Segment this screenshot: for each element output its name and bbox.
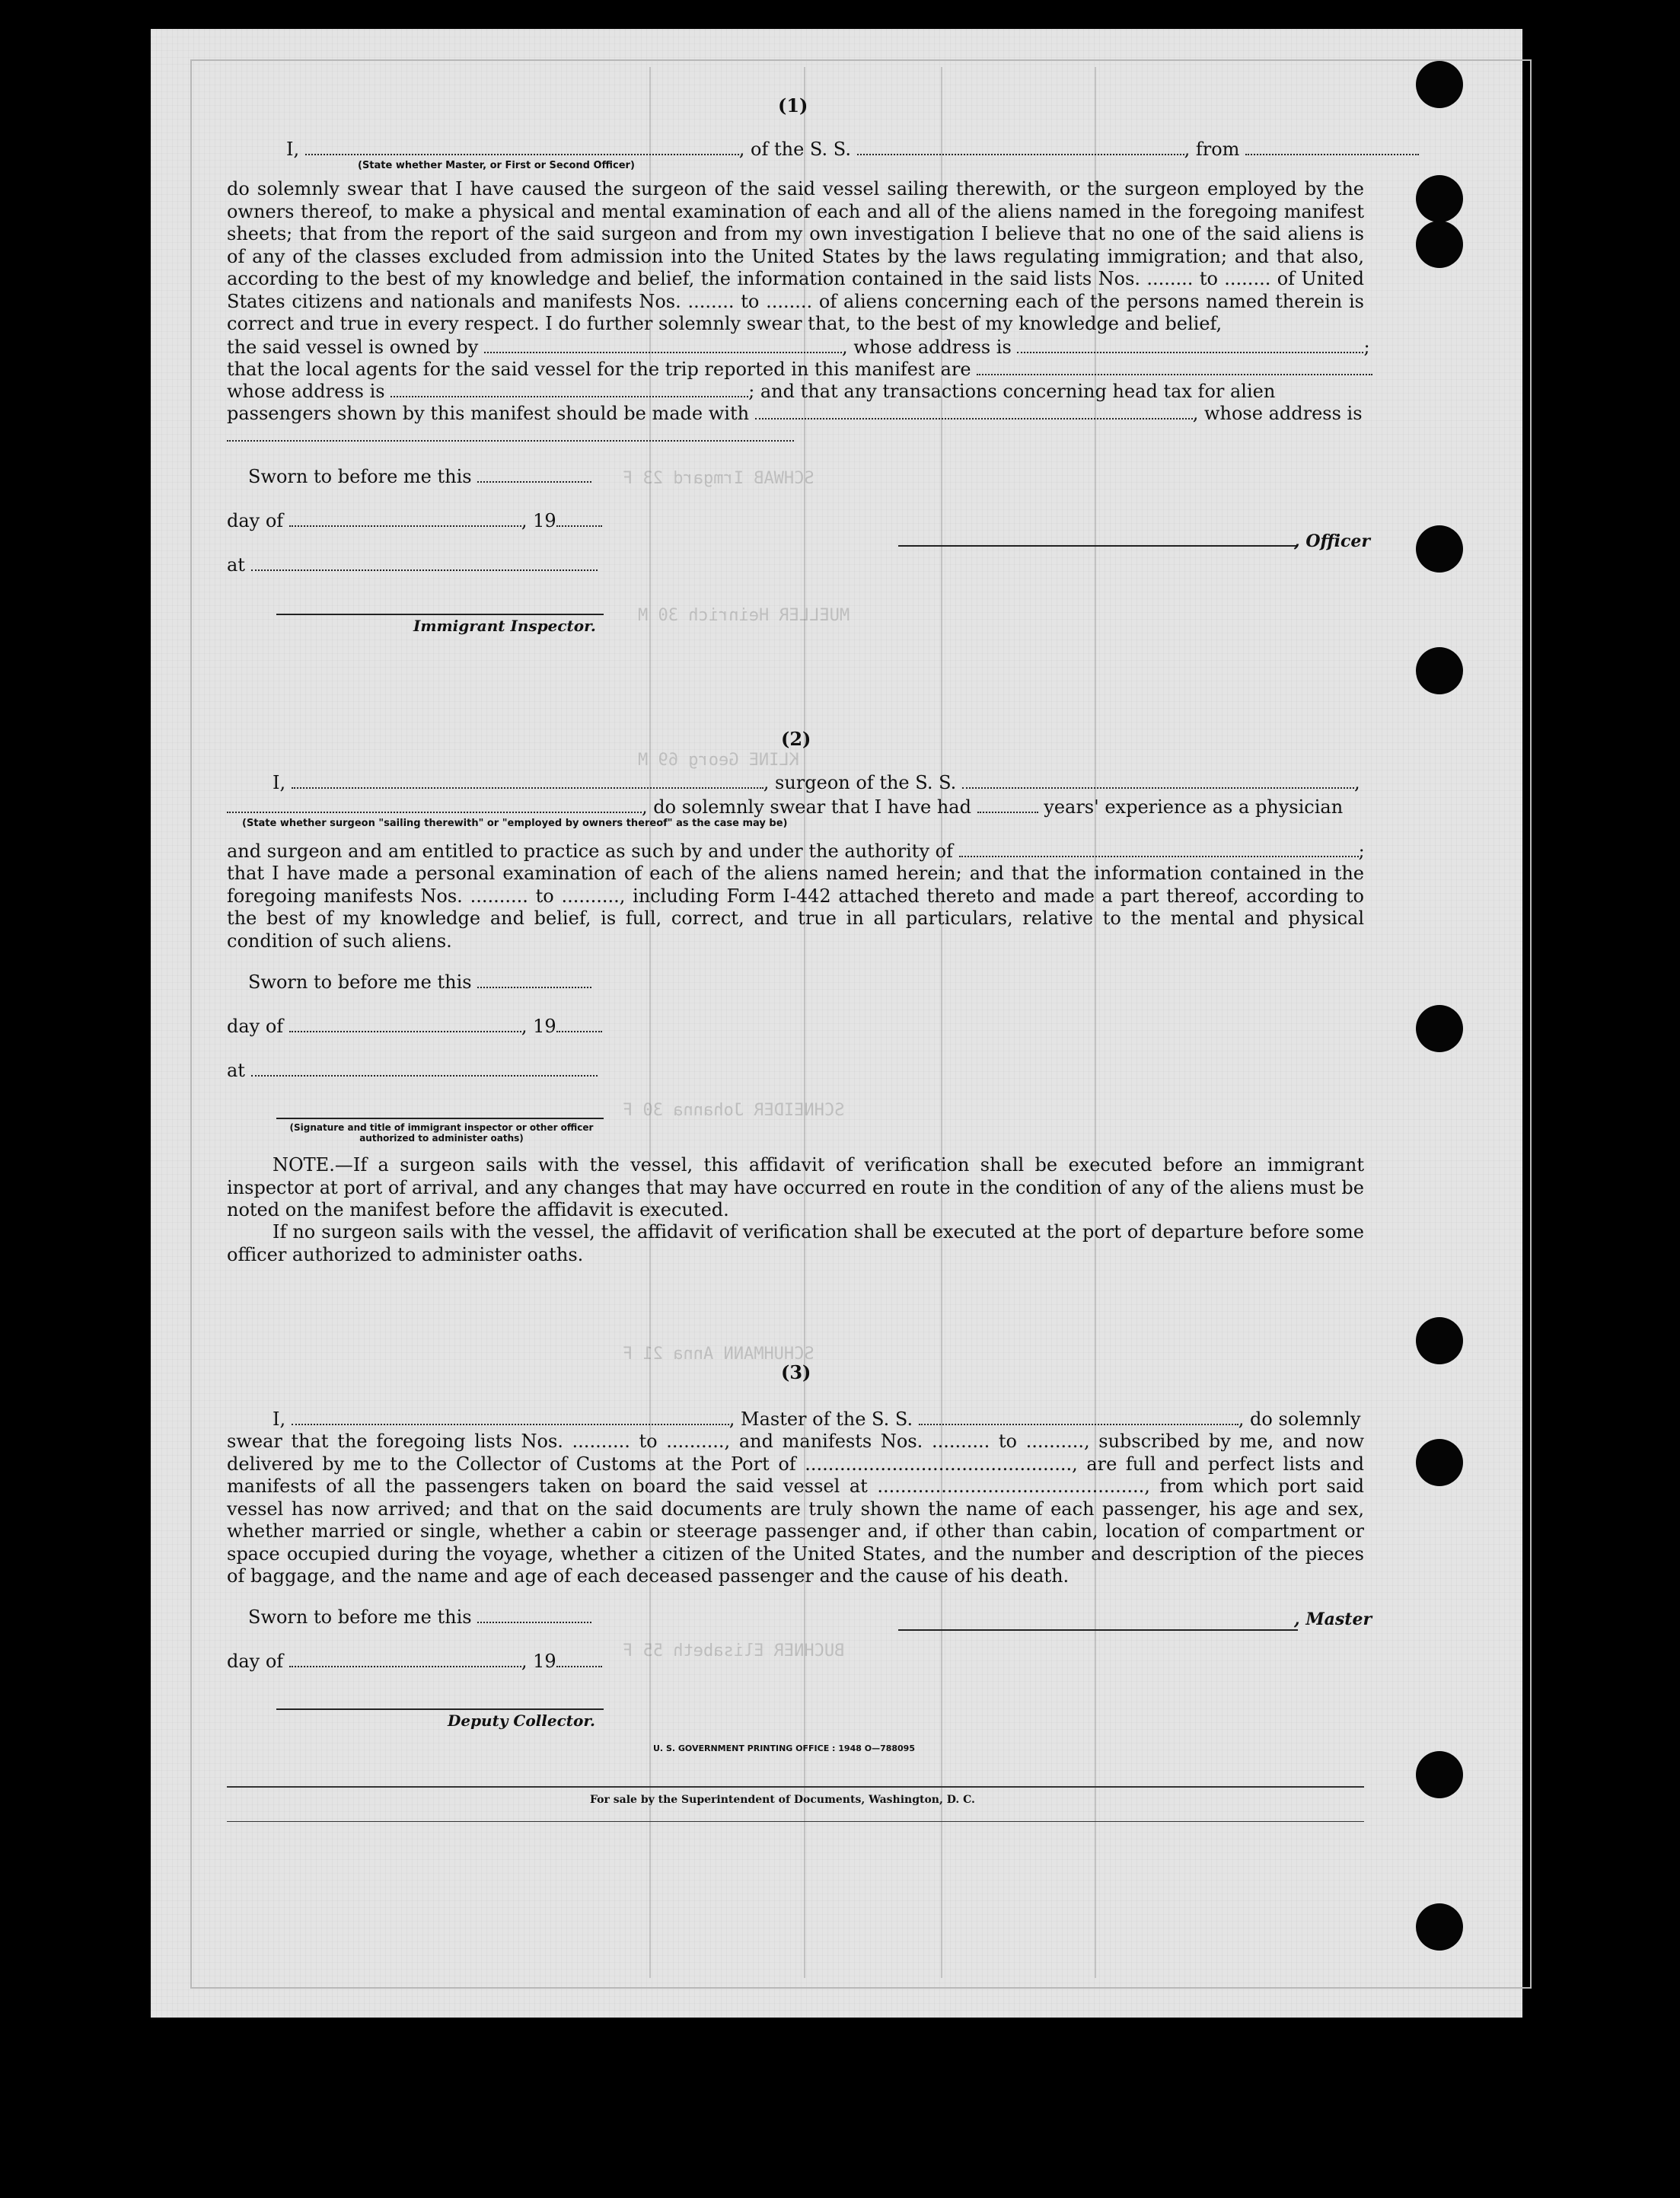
surgeon-caption: (State whether surgeon "sailing therewith" or "employed by owners thereof" as the case may be) xyxy=(242,818,788,829)
inspector-caption: Immigrant Inspector. xyxy=(413,617,596,635)
authority-field[interactable] xyxy=(959,842,1359,857)
year-label-2: , 19 xyxy=(521,1016,556,1037)
section-3-number: (3) xyxy=(781,1361,811,1383)
day-line-3 xyxy=(227,1651,602,1672)
inspector-signature-line[interactable] xyxy=(276,614,604,615)
officer-signature-line[interactable] xyxy=(898,545,1298,547)
punch-hole xyxy=(1416,525,1463,573)
owned-by-line: the said vessel is owned by , whose address is ; xyxy=(227,337,1370,358)
day-line-2 xyxy=(227,1016,602,1037)
surgeon-name-field[interactable] xyxy=(292,774,763,789)
from-port-field[interactable] xyxy=(1245,140,1419,155)
no-surgeon-note: If no surgeon sails with the vessel, the affidavit of verification shall be executed at the port of departure before some officer authorized to administer oaths. xyxy=(227,1221,1364,1265)
bleedthrough-text: BUCHNER Elisabeth 55 F xyxy=(623,1641,845,1660)
from-label: , from xyxy=(1184,139,1240,160)
surgeon-note: NOTE.—If a surgeon sails with the vessel, this affidavit of verification shall be executed before an immigrant inspector at port of arrival, and any changes that may have occurred en route in the condition of any of the aliens must be noted on the manifest before the affidavit is executed. xyxy=(227,1154,1364,1220)
punch-hole xyxy=(1416,1751,1463,1798)
master-line xyxy=(273,1408,1361,1430)
agent-address-line xyxy=(227,381,1275,402)
for-sale-note: For sale by the Superintendent of Documents, Washington, D. C. xyxy=(590,1794,975,1806)
year-field-2[interactable] xyxy=(556,1017,602,1032)
authority-line: and surgeon and am entitled to practice as such by and under the authority of ; xyxy=(227,841,1365,862)
day-of-label-3: day of xyxy=(227,1651,284,1672)
month-field-2[interactable] xyxy=(289,1017,521,1032)
local-agents-line xyxy=(227,359,1372,380)
bleedthrough-text: SCHUHMANN Anna 21 F xyxy=(623,1345,814,1364)
sworn-date-field-3[interactable] xyxy=(477,1608,591,1623)
surgeon-ship-field[interactable] xyxy=(962,774,1354,789)
place-field-2[interactable] xyxy=(251,1061,598,1077)
bleedthrough-text: MUELLER Heinrich 30 M xyxy=(638,606,850,625)
section-3-body: swear that the foregoing lists Nos. .......... to .........., and manifests Nos. .......... to .........., subscribed by me, and now delivered by me to the Collector of Customs at the Port of .............................................., are full and perfect lists and manifests of all the passengers taken on board the said vessel at .............................................., from which port said vessel has now arrived; and that on the said documents are truly shown the name of each passenger, his age and sex, whether married or single, whether a cabin or steerage passenger and, if other than cabin, location of compartment or space occupied during the voyage, whether a citizen of the United States, and the number and description of the pieces of baggage, and the name and age of each deceased passenger and the cause of his death. xyxy=(227,1431,1364,1587)
year-label: , 19 xyxy=(521,510,556,531)
master-signature-line[interactable] xyxy=(898,1629,1298,1631)
sworn-line-3 xyxy=(248,1606,591,1628)
agent-address-field[interactable] xyxy=(391,382,748,397)
at-label: at xyxy=(227,554,245,576)
punch-hole xyxy=(1416,61,1463,108)
sworn-label: Sworn to before me this xyxy=(248,466,472,487)
authority-label: and surgeon and am entitled to practice as such by and under the authority of xyxy=(227,841,953,862)
punch-hole xyxy=(1416,647,1463,694)
passengers-shown-label: passengers shown by this manifest should be made with xyxy=(227,403,750,424)
master-name-field[interactable] xyxy=(292,1410,729,1425)
year-field-3[interactable] xyxy=(556,1652,602,1667)
bleedthrough-text: SCHWAB Irmgard 23 F xyxy=(623,469,814,488)
surgeon-experience-line xyxy=(227,796,1343,818)
agent-address-label: whose address is xyxy=(227,381,385,402)
at-line-1 xyxy=(227,554,598,576)
day-line-1 xyxy=(227,510,602,531)
collector-signature-line[interactable] xyxy=(276,1708,604,1710)
owner-address-field[interactable] xyxy=(1017,338,1363,353)
oath-officer-caption: (Signature and title of immigrant inspector or other officer authorized to administer oaths) xyxy=(289,1122,594,1144)
owner-field[interactable] xyxy=(484,338,842,353)
sworn-date-field-2[interactable] xyxy=(477,973,591,988)
years-label: years' experience as a physician xyxy=(1044,796,1344,818)
i-label-2: I, xyxy=(273,772,286,793)
year-field[interactable] xyxy=(556,512,602,527)
year-label-3: , 19 xyxy=(521,1651,556,1672)
punch-hole xyxy=(1416,175,1463,222)
head-tax-label: ; and that any transactions concerning head tax for alien xyxy=(748,381,1276,402)
sworn-date-field[interactable] xyxy=(477,467,591,483)
owner-address-label: , whose address is xyxy=(841,337,1012,358)
month-field[interactable] xyxy=(289,512,521,527)
punch-hole xyxy=(1416,1439,1463,1486)
do-solemnly-label: , do solemnly swear that I have had xyxy=(642,796,971,818)
oath-officer-signature-line[interactable] xyxy=(276,1118,604,1119)
head-tax-address-line xyxy=(227,425,794,446)
bottom-rule xyxy=(227,1821,1364,1822)
master-ship-field[interactable] xyxy=(919,1410,1238,1425)
month-field-3[interactable] xyxy=(289,1652,521,1667)
sworn-label-2: Sworn to before me this xyxy=(248,971,472,993)
sworn-line-2 xyxy=(248,971,591,993)
surgeon-line: I, , surgeon of the S. S. , xyxy=(273,772,1360,793)
gpo-imprint: U. S. GOVERNMENT PRINTING OFFICE : 1948 O—788095 xyxy=(653,1743,915,1753)
master-of-label: , Master of the S. S. xyxy=(728,1408,913,1430)
officer-caption: (State whether Master, or First or Second Officer) xyxy=(358,160,635,171)
at-line-2 xyxy=(227,1060,598,1081)
collector-caption: Deputy Collector. xyxy=(448,1712,596,1730)
owned-by-label: the said vessel is owned by xyxy=(227,337,479,358)
at-label-2: at xyxy=(227,1060,245,1081)
day-of-label: day of xyxy=(227,510,284,531)
section-2-body: that I have made a personal examination of each of the aliens named herein; and that the information contained in the foregoing manifests Nos. .......... to .........., including Form I-442 attached thereto and made a part thereof, according to the best of my knowledge and belief, is full, correct, and true in all particulars, relative to the mental and physical condition of such aliens. xyxy=(227,863,1364,952)
bleedthrough-text: KLINE Georg 69 M xyxy=(638,751,799,770)
surgeon-status-field[interactable] xyxy=(227,798,642,813)
surgeon-of-label: , surgeon of the S. S. xyxy=(763,772,957,793)
i-label-3: I, xyxy=(273,1408,286,1430)
master-caption: , Master xyxy=(1294,1609,1372,1629)
place-field[interactable] xyxy=(251,556,598,571)
bleedthrough-text: SCHNEIDER Johanna 30 F xyxy=(623,1101,845,1120)
punch-hole xyxy=(1416,1903,1463,1951)
section-2-number: (2) xyxy=(781,728,811,750)
do-solemnly-label-3: , do solemnly xyxy=(1238,1408,1361,1430)
section-1-number: (1) xyxy=(778,94,808,116)
section-1-body: do solemnly swear that I have caused the surgeon of the said vessel sailing therewith, or the surgeon employed by the owners thereof, to make a physical and mental examination of each and all of the aliens named in the foregoing manifest sheets; that from the report of the said surgeon and from my own investigation I believe that no one of the said aliens is of any of the classes excluded from admission into the United States by the laws regulating immigration; and that also, according to the best of my knowledge and belief, the information contained in the said lists Nos. ........ to ........ of United States citizens and nationals and manifests Nos. ........ to ........ of aliens concerning each of the persons named therein is correct and true in every respect. I do further solemnly swear that, to the best of my knowledge and belief, xyxy=(227,178,1364,334)
day-of-label-2: day of xyxy=(227,1016,284,1037)
ship-name-field[interactable] xyxy=(857,140,1184,155)
punch-hole xyxy=(1416,1005,1463,1052)
years-field[interactable] xyxy=(977,798,1038,813)
head-tax-line xyxy=(227,403,1363,424)
of-ship-label: , of the S. S. xyxy=(738,139,851,160)
head-tax-party-field[interactable] xyxy=(755,404,1193,420)
officer-caption: , Officer xyxy=(1294,531,1371,551)
punch-hole xyxy=(1416,221,1463,268)
local-agents-field[interactable] xyxy=(977,360,1372,375)
punch-hole xyxy=(1416,1317,1463,1364)
sworn-line-1 xyxy=(248,466,591,487)
local-agents-label: that the local agents for the said vessel for the trip reported in this manifest are xyxy=(227,359,971,380)
i-label: I, xyxy=(286,139,300,160)
head-tax-address-label: , whose address is xyxy=(1192,403,1363,424)
officer-name-field[interactable] xyxy=(305,140,739,155)
sworn-label-3: Sworn to before me this xyxy=(248,1606,472,1628)
section-1-header-line xyxy=(286,139,1419,160)
footer-rule xyxy=(227,1786,1364,1788)
head-tax-address-field[interactable] xyxy=(227,426,794,442)
